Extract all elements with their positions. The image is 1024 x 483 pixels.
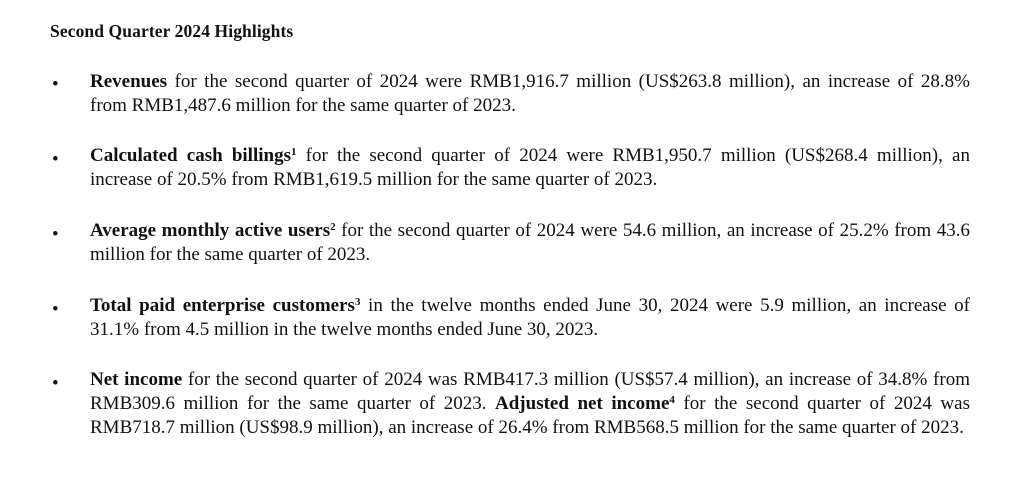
highlight-term: Average monthly active users <box>90 220 331 241</box>
highlight-net-income <box>90 368 970 440</box>
highlight-text: for the second quarter of 2024 were RMB1,916.7 million (US$263.8 million), an increase of 28.8% from RMB1,487.6 million for the same quarter of 2023. <box>90 71 970 116</box>
highlight-term: Revenues <box>90 71 168 92</box>
footnote-marker: 2 <box>330 220 336 233</box>
bullet-marker: • <box>52 224 59 245</box>
highlight-enterprise-customers <box>90 294 970 342</box>
bullet-marker: • <box>52 149 59 170</box>
highlight-text: for the second quarter of 2024 were 54.6 million, an increase of 25.2% from 43.6 million for the same quarter of 2023. <box>90 220 970 265</box>
highlight-term: Net income <box>90 369 183 390</box>
footnote-marker: 4 <box>669 393 675 406</box>
highlight-monthly-active-users <box>90 219 970 267</box>
bullet-marker: • <box>52 74 59 95</box>
highlight-term: Total paid enterprise customers <box>90 295 355 316</box>
highlight-cash-billings <box>90 144 970 192</box>
highlight-text: for the second quarter of 2024 was RMB417.3 million (US$57.4 million), an increase of 34.8% from RMB309.6 million for the same quarter of 2023. <box>90 369 970 414</box>
highlight-revenues <box>90 70 970 118</box>
highlight-text: in the twelve months ended June 30, 2024 were 5.9 million, an increase of 31.1% from 4.5 million in the twelve months ended June 30, 2023. <box>90 295 970 340</box>
highlight-text: for the second quarter of 2024 were RMB1,950.7 million (US$268.4 million), an increase of 20.5% from RMB1,619.5 million for the same quarter of 2023. <box>90 145 970 190</box>
footnote-marker: 1 <box>290 145 297 158</box>
highlight-text-adjusted: for the second quarter of 2024 was RMB718.7 million (US$98.9 million), an increase of 26.4% from RMB568.5 million for the same quarter of 2023. <box>90 393 970 438</box>
bullet-marker: • <box>52 299 59 320</box>
highlight-term-adjusted: Adjusted net income <box>495 393 670 414</box>
footnote-marker: 3 <box>354 295 361 308</box>
section-heading: Second Quarter 2024 Highlights <box>50 21 294 41</box>
bullet-marker: • <box>52 373 59 394</box>
highlight-term: Calculated cash billings <box>90 145 291 166</box>
